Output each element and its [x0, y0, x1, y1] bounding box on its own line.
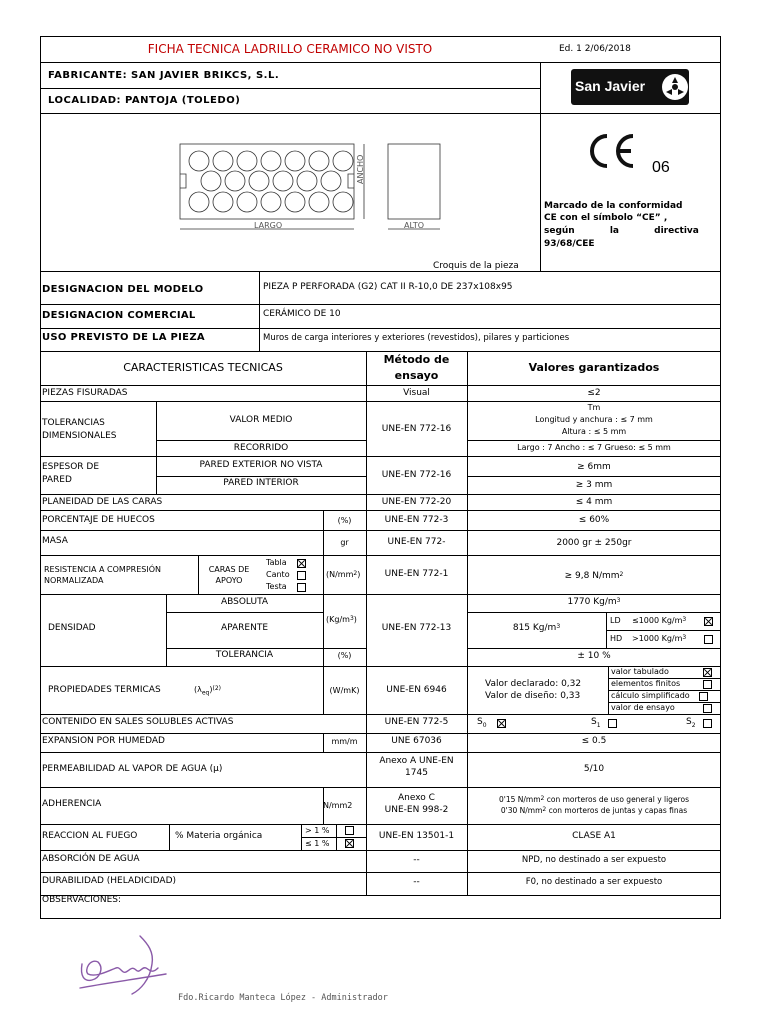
espesor-label-2: PARED	[42, 475, 72, 485]
masa-label: MASA	[42, 536, 68, 546]
espesor-method: UNE-EN 772-16	[381, 470, 452, 480]
san-javier-logo	[571, 66, 689, 108]
signature-caption: Fdo.Ricardo Manteca López - Administrador	[178, 993, 388, 1003]
absorcion-value: NPD, no destinado a ser expuesto	[521, 855, 667, 865]
huecos-method: UNE-EN 772-3	[384, 515, 449, 525]
apoyo-tabla-label: Tabla	[266, 558, 287, 567]
fuego-value: CLASE A1	[572, 831, 616, 841]
termicas-symbol: $(\lambda_{eq})^{(2)}$	[194, 685, 221, 697]
fuego-opt2-label: ≤ 1 %	[305, 839, 330, 848]
resistencia-label-1: RESISTENCIA A COMPRESIÓN	[44, 565, 161, 574]
termicas-opt-ensayo: valor de ensayo	[611, 703, 675, 712]
hd-code: HD	[610, 634, 623, 643]
densidad-unit: $(Kg/m^3)$	[326, 615, 357, 624]
sales-s2-label: $S_2$	[686, 717, 696, 729]
sales-method: UNE-EN 772-5	[384, 717, 449, 727]
durabilidad-method: --	[413, 877, 420, 887]
sales-s0-label: $S_0$	[477, 717, 487, 729]
tolerancias-value-1c: Altura : ≤ 5 mm	[561, 427, 627, 436]
planeidad-value: ≤ 4 mm	[575, 497, 613, 507]
sales-s1-checkbox[interactable]	[608, 719, 617, 728]
sales-s0-checkbox[interactable]	[497, 719, 506, 728]
adherencia-method-2: UNE-EN 998-2	[384, 805, 449, 815]
termicas-unit: (W/mK)	[329, 686, 360, 695]
densidad-tolerancia-unit: (%)	[337, 651, 352, 660]
fisuradas-value: ≤2	[587, 388, 601, 398]
use-value: Muros de carga interiores y exteriores (revestidos), pilares y particiones	[263, 333, 570, 343]
expansion-method: UNE 67036	[391, 736, 442, 746]
resistencia-method: UNE-EN 772-1	[384, 569, 449, 579]
ce-text-4: 93/68/CEE	[544, 239, 595, 249]
apoyo-canto-label: Canto	[266, 570, 290, 579]
huecos-label: PORCENTAJE DE HUECOS	[42, 515, 155, 525]
ld-checkbox[interactable]	[704, 617, 713, 626]
espesor-sub-1: PARED EXTERIOR NO VISTA	[199, 460, 323, 470]
termicas-method: UNE-EN 6946	[386, 685, 447, 695]
planeidad-label: PLANEIDAD DE LAS CARAS	[42, 497, 163, 507]
planeidad-method: UNE-EN 772-20	[381, 497, 452, 507]
espesor-value-2: ≥ 3 mm	[575, 480, 613, 490]
expansion-unit: mm/m	[331, 737, 358, 746]
apoyo-testa-checkbox[interactable]	[297, 583, 306, 592]
termicas-ensayo-checkbox[interactable]	[703, 704, 712, 713]
densidad-value-absoluta: 1770 $Kg/m^3$	[567, 597, 621, 607]
commercial-label: DESIGNACION COMERCIAL	[42, 310, 196, 321]
sheet-title: FICHA TECNICA LADRILLO CERAMICO NO VISTO	[147, 42, 433, 56]
termicas-simplificado-checkbox[interactable]	[699, 692, 708, 701]
termicas-opt-simplificado: cálculo simplificado	[611, 691, 690, 700]
sales-label: CONTENIDO EN SALES SOLUBLES ACTIVAS	[42, 717, 234, 727]
ce-mark-icon	[585, 132, 637, 174]
ce-text-1: Marcado de la conformidad	[544, 201, 683, 211]
densidad-method: UNE-EN 772-13	[381, 623, 452, 633]
logo-text: San Javier	[575, 78, 646, 94]
model-value: PIEZA P PERFORADA (G2) CAT II R-10,0 DE 237x108x95	[263, 282, 513, 292]
fuego-opt1-checkbox[interactable]	[345, 826, 354, 835]
densidad-tolerancia: TOLERANCIA	[215, 650, 274, 660]
ce-text-3: según la directiva	[544, 226, 699, 236]
permeabilidad-label: PERMEABILIDAD AL VAPOR DE AGUA (µ)	[42, 764, 223, 774]
apoyo-canto-checkbox[interactable]	[297, 571, 306, 580]
brick-sketch	[170, 136, 450, 246]
ld-text: ≤1000 $Kg/m^3$	[632, 616, 687, 625]
commercial-value: CERÁMICO DE 10	[263, 309, 341, 319]
durabilidad-value: F0, no destinado a ser expuesto	[525, 877, 663, 887]
termicas-tabulado-checkbox[interactable]	[703, 668, 712, 677]
termicas-opt-tabulado: valor tabulado	[611, 667, 669, 676]
termicas-finitos-checkbox[interactable]	[703, 680, 712, 689]
sketch-caption: Croquis de la pieza	[433, 261, 519, 271]
tolerancias-method: UNE-EN 772-16	[381, 424, 452, 434]
densidad-aparente: APARENTE	[220, 623, 269, 633]
fisuradas-method: Visual	[403, 388, 430, 398]
col-method-1: Método de	[383, 353, 450, 366]
ld-code: LD	[610, 616, 621, 625]
termicas-declared: Valor declarado: 0,32	[485, 679, 582, 689]
tolerancias-value-1a: Tm	[587, 403, 601, 412]
observaciones-label: OBSERVACIONES:	[42, 895, 122, 905]
masa-method: UNE-EN 772-	[387, 537, 446, 547]
densidad-label: DENSIDAD	[48, 623, 96, 633]
resistencia-unit: $(N/mm^2)$	[326, 570, 361, 579]
fuego-opt1-label: > 1 %	[305, 826, 330, 835]
espesor-label-1: ESPESOR DE	[42, 462, 100, 472]
model-label: DESIGNACION DEL MODELO	[42, 284, 204, 295]
expansion-value: ≤ 0.5	[581, 736, 607, 746]
sales-s2-checkbox[interactable]	[703, 719, 712, 728]
permeabilidad-method-2: 1745	[405, 768, 428, 778]
espesor-value-1: ≥ 6mm	[577, 462, 611, 472]
masa-value: 2000 gr ± 250gr	[556, 538, 632, 548]
tolerancias-sub-2: RECORRIDO	[233, 443, 289, 453]
manufacturer: FABRICANTE: SAN JAVIER BRIKCS, S.L.	[48, 70, 280, 81]
signature-image	[70, 930, 180, 1002]
caras-label-1: CARAS DE	[208, 565, 250, 574]
apoyo-tabla-checkbox[interactable]	[297, 559, 306, 568]
permeabilidad-value: 5/10	[583, 764, 605, 774]
adherencia-method-1: Anexo C	[398, 793, 435, 803]
ce-number: 06	[652, 159, 670, 176]
label-ancho: ANCHO	[356, 154, 365, 184]
technical-sheet	[40, 36, 721, 919]
resistencia-label-2: NORMALIZADA	[44, 576, 104, 585]
masa-unit: gr	[340, 538, 349, 547]
tolerancias-value-1b: Longitud y anchura : ≤ 7 mm	[535, 415, 653, 424]
ce-text-2: CE con el símbolo “CE” ,	[544, 213, 668, 223]
fuego-sub: % Materia orgánica	[175, 831, 263, 841]
fuego-method: UNE-EN 13501-1	[378, 831, 455, 841]
adherencia-label: ADHERENCIA	[42, 799, 102, 809]
fuego-opt2-checkbox[interactable]	[345, 839, 354, 848]
termicas-design: Valor de diseño: 0,33	[485, 691, 581, 701]
sales-s1-label: $S_1$	[591, 717, 601, 729]
col-characteristics: CARACTERISTICAS TECNICAS	[123, 361, 283, 374]
fuego-label: REACCION AL FUEGO	[42, 831, 138, 841]
adherencia-value-1: 0'15 $N/mm^2$ con morteros de uso general y ligeros	[499, 795, 689, 804]
densidad-absoluta: ABSOLUTA	[220, 597, 269, 607]
apoyo-testa-label: Testa	[266, 582, 287, 591]
absorcion-label: ABSORCIÓN DE AGUA	[42, 854, 140, 864]
durabilidad-label: DURABILIDAD (HELADICIDAD)	[42, 876, 177, 886]
label-alto: ALTO	[404, 221, 425, 230]
hd-checkbox[interactable]	[704, 635, 713, 644]
expansion-label: EXPANSION POR HUMEDAD	[42, 736, 165, 746]
termicas-label: PROPIEDADES TERMICAS	[48, 685, 161, 695]
fisuradas-label: PIEZAS FISURADAS	[42, 388, 128, 398]
permeabilidad-method-1: Anexo A UNE-EN	[379, 756, 454, 766]
resistencia-value: ≥ 9,8 $N/mm^2$	[564, 571, 624, 581]
densidad-value-tolerancia: ± 10 %	[577, 651, 611, 661]
edition-date: Ed. 1 2/06/2018	[559, 44, 631, 54]
densidad-value-aparente: 815 $Kg/m^3$	[512, 623, 561, 633]
caras-label-2: APOYO	[215, 576, 243, 585]
locality: LOCALIDAD: PANTOJA (TOLEDO)	[48, 95, 241, 106]
col-values: Valores garantizados	[528, 361, 660, 374]
tolerancias-sub-1: VALOR MEDIO	[229, 415, 293, 425]
absorcion-method: --	[413, 855, 420, 865]
termicas-opt-finitos: elementos finitos	[611, 679, 681, 688]
adherencia-unit: N/mm2	[323, 801, 353, 810]
adherencia-value-2: 0'30 $N/mm^2$ con morteros de juntas y capas finas	[500, 806, 688, 815]
tolerancias-label-1: TOLERANCIAS	[42, 418, 105, 428]
huecos-value: ≤ 60%	[578, 515, 610, 525]
huecos-unit: (%)	[337, 516, 352, 525]
col-method-2: ensayo	[394, 369, 439, 382]
hd-text: >1000 $Kg/m^3$	[632, 634, 687, 643]
tolerancias-value-2: Largo : 7 Ancho : ≤ 7 Grueso: ≤ 5 mm	[517, 443, 671, 452]
label-largo: LARGO	[254, 221, 283, 230]
espesor-sub-2: PARED INTERIOR	[223, 478, 299, 488]
use-label: USO PREVISTO DE LA PIEZA	[42, 332, 205, 343]
tolerancias-label-2: DIMENSIONALES	[42, 431, 117, 441]
